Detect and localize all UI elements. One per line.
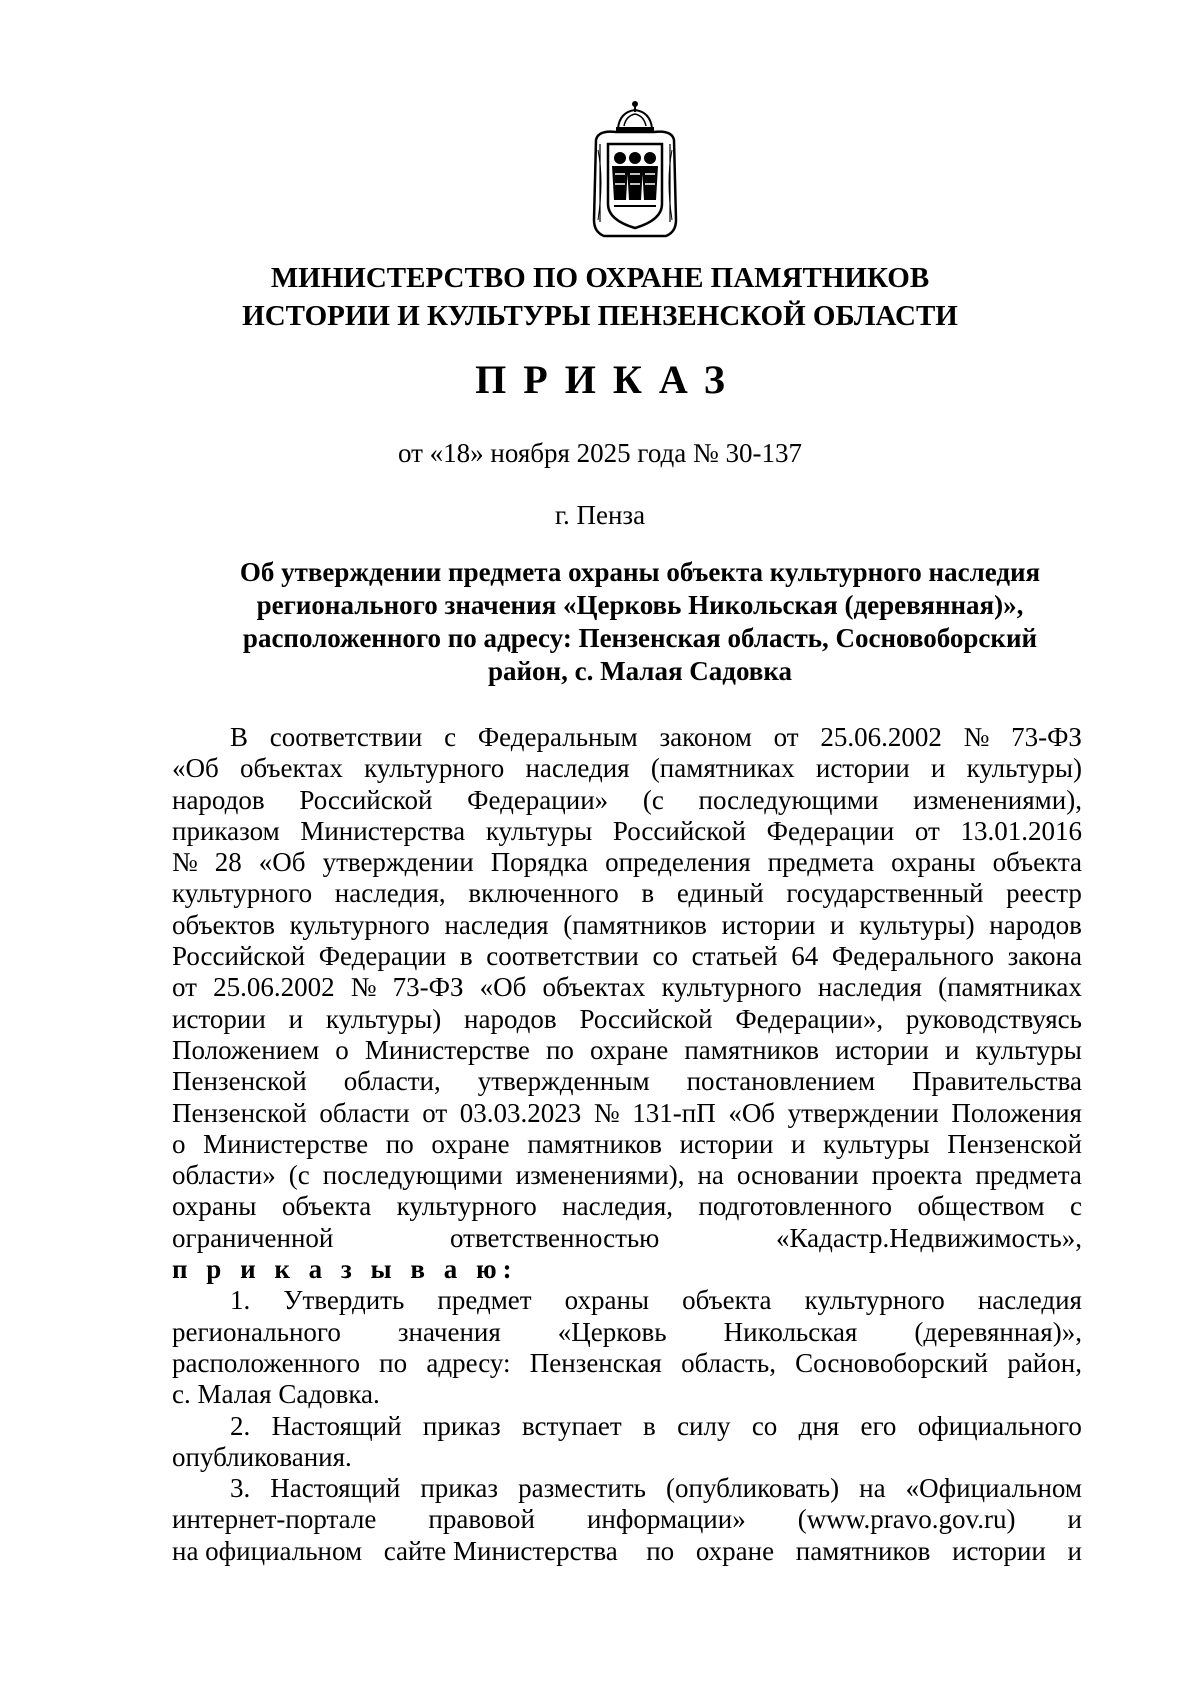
order-directive-word [172,1254,1082,1285]
body-word: истории [952,1535,1046,1566]
body-word: подготовленного [698,1191,893,1222]
body-word: № [963,722,990,752]
body-word: культурного [661,972,802,1003]
body-word: на [859,1473,886,1504]
body-word: предмета [767,847,875,878]
body-word: «Об [258,847,306,878]
body-word: Федерации», [735,1003,884,1034]
body-word: область, [681,1347,776,1378]
body-word: культуры) [859,909,975,940]
body-word: официального [917,1410,1082,1441]
body-word: Федерации [766,815,895,846]
body-word: интернет-портале [172,1504,377,1535]
body-word: охраны [172,1191,257,1222]
body-word: с [1069,1191,1082,1222]
body-word: Российской [172,941,306,972]
body-word: Утвердить [283,1285,405,1316]
body-word: соответствии [269,722,423,752]
body-word: объекта [281,1191,372,1222]
body-word: истории [172,1003,266,1034]
body-word: «Официальном [905,1473,1082,1504]
body-word: разместить [518,1473,646,1504]
body-word: 73-ФЗ [1011,722,1082,752]
body-line [172,1191,1082,1222]
body-word: проекта [871,1160,963,1191]
body-word: истории [835,1034,929,1065]
body-word: (опубликовать) [666,1473,840,1504]
body-word: (памятниках [938,972,1082,1003]
body-word: истории [679,1128,774,1159]
body-word: правовой [428,1504,535,1535]
body-word: наследия [444,909,549,940]
body-word: и [1067,1535,1082,1566]
body-word: приказом [172,815,280,846]
body-word: адресу: [426,1347,511,1378]
body-word: Настоящий [270,1473,401,1504]
body-word: утверждении [322,847,474,878]
body-word: значения [397,1316,501,1347]
body-word: информации» [586,1504,746,1535]
body-word: культурного [804,1285,945,1316]
body-word: (деревянная)», [914,1316,1082,1347]
body-word: Правительства [912,1066,1082,1097]
body-line [172,910,1082,941]
body-line [172,1504,1082,1535]
body-word: о [172,1128,186,1159]
body-word: истории [721,909,816,940]
body-word: включенного [468,878,619,909]
body-word: Российской [579,1003,713,1034]
body-word: культурного [396,1191,537,1222]
body-word: Пензенской [947,1128,1082,1159]
body-word: 25.06.2002 [820,722,942,752]
order-date-number: от «18» ноября 2025 года № 30-137 [397,438,803,468]
body-word: приказ [422,1410,501,1441]
body-word: наследия, [562,1191,674,1222]
body-word: (www.pravo.gov.ru) [797,1504,1016,1535]
body-line [172,1035,1082,1066]
body-word: народов [172,784,265,815]
subject-line: Об утверждении предмета охраны объекта культурного наследия [239,557,1041,587]
body-word: Пензенская [529,1347,662,1378]
prikazyvayu-text: п р и к а з ы в а ю: [172,1254,518,1285]
body-word: основании [736,1160,859,1191]
body-word: культурного [172,878,313,909]
ministry-name-line-1: МИНИСТЕРСТВО ПО ОХРАНЕ ПАМЯТНИКОВ [270,262,930,294]
body-word: в [643,1410,656,1441]
ministry-name [0,259,1200,335]
body-word: силу [677,1410,731,1441]
body-word: охране [431,1128,510,1159]
body-word: культуры [975,1034,1082,1065]
body-word: на официальном [172,1535,363,1566]
body-word: культурного [364,753,505,784]
body-word: о [335,1034,349,1065]
body-word: дня [798,1410,840,1441]
body-word: и [791,1128,806,1159]
body-word: 28 [214,847,242,878]
body-word: в [641,878,655,909]
body-word: охраны [564,1285,650,1316]
order-city: г. Пенза [554,500,646,530]
body-word: от [914,815,940,846]
body-word: последующими [322,1160,503,1191]
body-word: статьей [691,941,778,972]
body-word: опубликования. [172,1441,352,1472]
coat-of-arms-emblem [590,100,680,242]
body-word: № [593,1097,620,1128]
subject-line: расположенного по адресу: Пензенская область, Сосновоборский [242,623,1038,653]
body-word: народов [464,1003,557,1034]
body-word: постановлением [686,1066,876,1097]
body-word: со [751,1410,778,1441]
body-word: от [172,972,197,1003]
body-word: от [422,1097,448,1128]
body-line [172,1348,1082,1379]
body-word: объектов [172,909,275,940]
body-word: 73-ФЗ [392,972,464,1003]
body-word: объекта [992,847,1082,878]
order-title: ПРИКАЗ [475,357,742,402]
body-word: наследия, [334,878,446,909]
body-word: расположенного [172,1347,360,1378]
body-word: объектах [542,972,646,1003]
body-word: по [385,1128,414,1159]
body-word: предмет [437,1285,532,1316]
body-word: 131-пП [632,1097,716,1128]
body-word: с. Малая Садовка. [172,1379,380,1410]
subject-line: регионального значения «Церковь Никольская (деревянная)», [256,590,1024,620]
body-line [172,1098,1082,1129]
body-word: изменениями), [515,1160,685,1191]
body-line [172,1160,1082,1191]
body-word: наследия [977,1285,1082,1316]
body-line [172,785,1082,816]
body-word: его [860,1410,897,1441]
body-word: (с [288,1160,310,1191]
body-word: 13.01.2016 [960,815,1082,846]
body-word: № [172,847,198,878]
body-line [172,816,1082,847]
body-word: культуры [823,1128,930,1159]
body-word: 03.03.2023 [459,1097,582,1128]
body-word: по [379,1347,408,1378]
body-word: Положением [172,1034,320,1065]
body-word: и [830,909,845,940]
body-word: (памятников [563,909,707,940]
body-word: «Церковь [557,1316,667,1347]
body-word: от [773,722,799,752]
body-line [172,1536,1082,1567]
body-word: последующими [698,784,879,815]
body-line [172,1442,1082,1473]
body-word: Порядка [490,847,589,878]
order-subject [200,556,1080,688]
body-word: (памятниках [650,753,795,784]
body-word: Сосновоборский [795,1347,989,1378]
body-word: вступает [521,1410,622,1441]
body-word: предмета [975,1160,1082,1191]
body-word: культуры) [966,753,1082,784]
body-word: наследия [525,753,630,784]
body-word: и [288,1003,304,1034]
body-line [172,1066,1082,1097]
body-word: области» [172,1160,276,1191]
body-word: с [444,722,457,752]
body-line [172,1317,1082,1348]
body-line [172,847,1082,878]
body-word: Настоящий [271,1410,402,1441]
body-word: «Кадастр.Недвижимость», [776,1222,1082,1253]
body-word: № [350,972,377,1003]
body-word: обществом [917,1191,1045,1222]
body-word: «Об [479,972,527,1003]
body-line [172,1411,1082,1442]
body-word: культуры) [325,1003,442,1034]
body-word: культурного [289,909,430,940]
body-word: со [652,941,678,972]
body-word: 25.06.2002 [213,972,335,1003]
body-word: по [639,1535,675,1566]
body-word: Министерстве [203,1128,369,1159]
body-word: культуры [485,815,593,846]
body-word: Федеральным [477,722,638,752]
body-word: закона [1007,941,1082,972]
body-line [172,753,1082,784]
body-word: 64 [791,941,819,972]
body-word: Пензенской [172,1097,307,1128]
order-body-text [172,722,1082,1567]
body-word: 3. [230,1473,251,1504]
body-word: памятников [795,1535,931,1566]
body-word: изменениями), [913,784,1082,815]
body-word: Министерства [300,815,466,846]
body-word: приказ [420,1473,499,1504]
body-word: определения [605,847,751,878]
body-line [172,1379,1082,1410]
body-word: объекта [682,1285,772,1316]
body-line [172,1285,1082,1316]
body-word: Федерации» [467,784,609,815]
body-word: Российской [299,784,433,815]
body-word: Российской [612,815,746,846]
body-word: утвержденным [477,1066,650,1097]
body-line [172,722,1082,753]
body-word: наследия [817,972,922,1003]
body-word: «Об [728,1097,776,1128]
body-word: В [230,722,249,752]
body-word: охране [695,1535,775,1566]
body-word: и [930,753,946,784]
body-word: и [1067,1504,1082,1535]
body-word: «Об [172,753,219,784]
body-word: ответственностью [450,1222,660,1253]
body-word: регионального [172,1316,341,1347]
body-word: охране [590,1034,669,1065]
body-word: реестр [1006,878,1082,909]
body-word: государственный [786,878,984,909]
body-word: (с [642,784,664,815]
body-word: район, [1007,1347,1082,1378]
body-word: единый [676,878,764,909]
body-word: сайте Министерства [383,1535,618,1566]
body-word: Пензенской [172,1066,307,1097]
body-word: 2. [230,1410,251,1441]
body-line [172,941,1082,972]
body-word: ограниченной [172,1222,334,1253]
body-word: Министерстве [364,1034,530,1065]
body-word: Федерального [831,941,994,972]
body-word: памятников [684,1034,819,1065]
body-line [172,878,1082,909]
body-word: Положения [951,1097,1082,1128]
body-line [172,972,1082,1003]
body-word: по [545,1034,574,1065]
body-word: области [319,1097,410,1128]
body-line [172,1223,1082,1254]
body-line [172,1129,1082,1160]
body-word: объектах [239,753,343,784]
body-word: Федерации [318,941,447,972]
body-word: памятников [527,1128,662,1159]
ministry-name-line-2: ИСТОРИИ И КУЛЬТУРЫ ПЕНЗЕНСКОЙ ОБЛАСТИ [242,300,958,332]
body-line [172,1473,1082,1504]
body-word: охраны [891,847,976,878]
body-word: области, [343,1066,441,1097]
body-word: 1. [230,1285,251,1316]
body-word: на [697,1160,724,1191]
body-word: народов [989,909,1082,940]
body-word: руководствуясь [905,1003,1082,1034]
body-word: утверждении [787,1097,939,1128]
body-line [172,1004,1082,1035]
body-word: Никольская [723,1316,858,1347]
body-word: законом [659,722,752,752]
body-word: истории [815,753,910,784]
body-word: и [944,1034,960,1065]
body-word: в [459,941,473,972]
body-word: соответствии [486,941,639,972]
subject-line: район, с. Малая Садовка [487,656,793,686]
